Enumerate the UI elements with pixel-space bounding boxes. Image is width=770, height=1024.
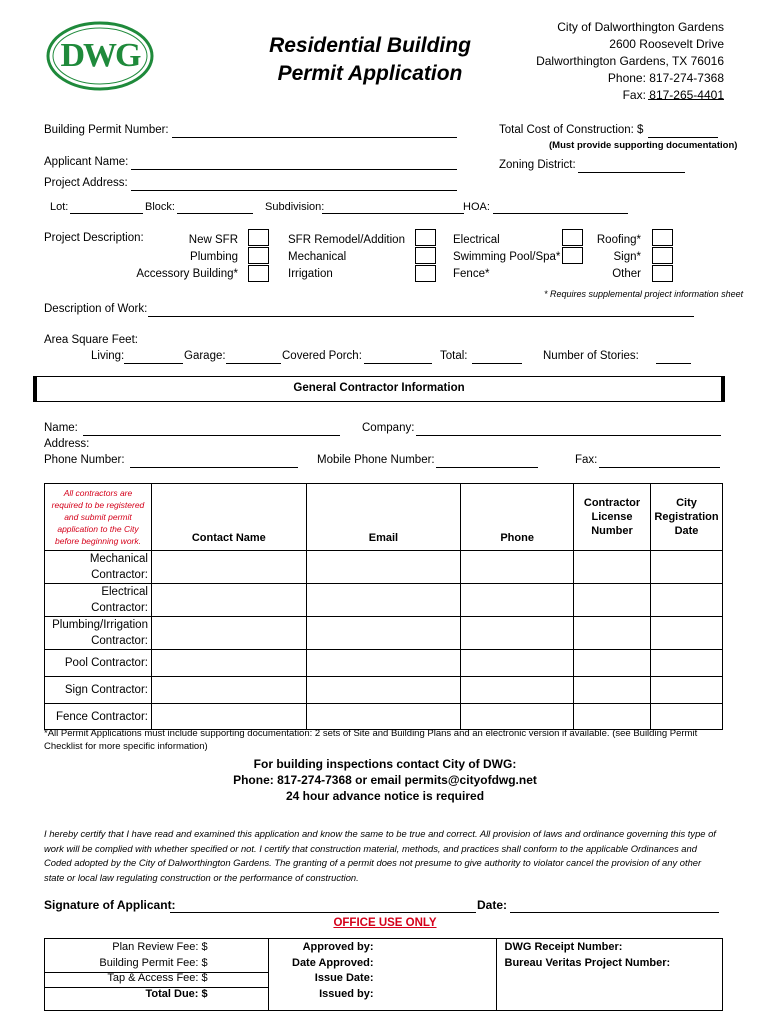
garage-field[interactable] bbox=[226, 350, 281, 364]
inspections-line-2: Phone: 817-274-7368 or email permits@cityofdwg.net bbox=[233, 773, 537, 787]
city-fax: Fax: 817-265-4401 bbox=[622, 88, 724, 102]
title-line-1: Residential Building bbox=[269, 34, 471, 57]
electrical-license-cell[interactable] bbox=[574, 584, 651, 617]
zoning-district-label: Zoning District: bbox=[499, 159, 576, 171]
city-fax-underline bbox=[648, 99, 724, 100]
date-field[interactable] bbox=[510, 898, 719, 913]
description-of-work-field[interactable] bbox=[148, 303, 694, 317]
total-cost-field[interactable] bbox=[648, 124, 718, 138]
checkbox-mechanical[interactable] bbox=[415, 247, 436, 264]
hoa-label: HOA: bbox=[463, 201, 490, 213]
gc-mobile-label: Mobile Phone Number: bbox=[317, 454, 435, 466]
header-city-registration-date: City Registration Date bbox=[650, 484, 722, 551]
option-accessory-building: Accessory Building* bbox=[136, 268, 238, 280]
applicant-name-label: Applicant Name: bbox=[44, 156, 129, 168]
inspections-line-3: 24 hour advance notice is required bbox=[285, 789, 485, 803]
garage-label: Garage: bbox=[184, 350, 226, 362]
gc-name-label: Name: bbox=[44, 422, 78, 434]
gc-company-field[interactable] bbox=[416, 422, 721, 436]
checkbox-other[interactable] bbox=[652, 265, 673, 282]
project-col-2 bbox=[288, 232, 405, 283]
row-label-fence: Fence Contractor: bbox=[45, 704, 152, 730]
header-contractor-license-number: Contractor License Number bbox=[574, 484, 651, 551]
city-address: Dalworthington Gardens, TX 76016 bbox=[536, 54, 724, 68]
option-irrigation: Irrigation bbox=[288, 268, 333, 280]
fence-contact-cell[interactable] bbox=[151, 704, 306, 730]
plumbing-contact-cell[interactable] bbox=[151, 617, 306, 650]
project-address-field[interactable] bbox=[131, 177, 457, 191]
gc-mobile-field[interactable] bbox=[436, 454, 538, 468]
city-info bbox=[480, 19, 724, 104]
plan-review-fee: Plan Review Fee: $ bbox=[112, 941, 208, 953]
table-row bbox=[45, 677, 723, 704]
zoning-district-field[interactable] bbox=[578, 159, 685, 173]
electrical-contact-cell[interactable] bbox=[151, 584, 306, 617]
row-label-pool: Pool Contractor: bbox=[45, 650, 152, 677]
approved-by: Approved by: bbox=[302, 941, 374, 953]
stories-label: Number of Stories: bbox=[543, 350, 639, 362]
date-label: Date: bbox=[477, 898, 508, 912]
checkbox-sign[interactable] bbox=[652, 247, 673, 264]
gc-company-label: Company: bbox=[362, 422, 415, 434]
building-permit-number-label: Building Permit Number: bbox=[44, 124, 169, 136]
checkbox-new-sfr[interactable] bbox=[248, 229, 269, 246]
building-permit-number-field[interactable] bbox=[172, 124, 457, 138]
row-label-electrical: Electrical Contractor: bbox=[45, 584, 152, 617]
logo-text: DWG bbox=[60, 37, 140, 74]
pool-phone-cell[interactable] bbox=[461, 650, 574, 677]
checkbox-plumbing[interactable] bbox=[248, 247, 269, 264]
electrical-phone-cell[interactable] bbox=[461, 584, 574, 617]
inspections-line-1: For building inspections contact City of DWG: bbox=[253, 757, 517, 771]
contractors-registration-note: All contractors are required to be registered and submit permit application to the City before beginning work. bbox=[45, 484, 152, 551]
pool-email-cell[interactable] bbox=[306, 650, 461, 677]
fees-divider bbox=[44, 987, 268, 988]
fence-phone-cell[interactable] bbox=[461, 704, 574, 730]
gc-phone-label: Phone Number: bbox=[44, 454, 125, 466]
lot-field[interactable] bbox=[70, 201, 143, 214]
fence-license-cell[interactable] bbox=[574, 704, 651, 730]
total-field[interactable] bbox=[472, 350, 522, 364]
office-use-table bbox=[44, 938, 723, 1011]
block-label: Block: bbox=[145, 201, 175, 213]
dwg-receipt-number: DWG Receipt Number: bbox=[504, 941, 623, 953]
option-electrical: Electrical bbox=[453, 234, 500, 246]
gc-section-header bbox=[33, 376, 725, 402]
checkbox-accessory-building[interactable] bbox=[248, 265, 269, 282]
checkbox-irrigation[interactable] bbox=[415, 265, 436, 282]
total-label: Total: bbox=[440, 350, 468, 362]
option-fence: Fence* bbox=[453, 268, 490, 280]
sign-email-cell[interactable] bbox=[306, 677, 461, 704]
electrical-email-cell[interactable] bbox=[306, 584, 461, 617]
issued-by: Issued by: bbox=[319, 987, 374, 1000]
fence-registration-cell[interactable] bbox=[650, 704, 722, 730]
option-other: Other bbox=[612, 268, 641, 280]
mechanical-contact-cell[interactable] bbox=[151, 551, 306, 584]
project-address-label: Project Address: bbox=[44, 177, 128, 189]
permit-footnote: *All Permit Applications must include supporting documentation: 2 sets of Site and Building Plans and an electronic version if available. (see Building Permit Checklist for more specific information) bbox=[44, 728, 698, 752]
sign-license-cell[interactable] bbox=[574, 677, 651, 704]
option-new-sfr: New SFR bbox=[188, 234, 238, 246]
block-field[interactable] bbox=[177, 201, 253, 214]
lot-label: Lot: bbox=[50, 201, 69, 213]
project-col-3 bbox=[453, 232, 560, 283]
option-mechanical: Mechanical bbox=[288, 251, 347, 263]
gc-fax-field[interactable] bbox=[599, 454, 720, 468]
electrical-registration-cell[interactable] bbox=[650, 584, 722, 617]
contractors-table bbox=[44, 483, 723, 730]
total-due: Total Due: $ bbox=[145, 987, 208, 1000]
gc-phone-field[interactable] bbox=[130, 454, 298, 468]
signature-field[interactable] bbox=[170, 898, 476, 913]
office-use-title: OFFICE USE ONLY bbox=[333, 917, 437, 929]
certification-statement: I hereby certify that I have read and examined this application and know the same to be true and correct. All provision of laws and ordinance governing this type of work will be complied with whether specified or not. I certify that construction material, methods, and practices shall conform to the applicable Ordinances and Coded adopted by the City of Dalworthington Gardens. The granting of a permit does not presume to give authority to violator cancel the provision of any other state or local law regulating construction or the performance of construction. bbox=[44, 828, 716, 883]
option-sfr-remodel: SFR Remodel/Addition bbox=[288, 234, 405, 246]
option-swimming-pool: Swimming Pool/Spa* bbox=[453, 251, 561, 263]
fees-cell bbox=[45, 939, 269, 1011]
approvals-cell bbox=[268, 939, 496, 1011]
table-row bbox=[45, 704, 723, 730]
building-permit-fee: Building Permit Fee: $ bbox=[99, 956, 208, 969]
checkbox-roofing[interactable] bbox=[652, 229, 673, 246]
supplemental-info-note: * Requires supplemental project information sheet bbox=[544, 289, 744, 299]
option-sign: Sign* bbox=[613, 251, 641, 263]
subdivision-field[interactable] bbox=[322, 201, 464, 214]
inspections-info bbox=[44, 756, 726, 804]
table-row bbox=[45, 584, 723, 617]
plumbing-phone-cell[interactable] bbox=[461, 617, 574, 650]
table-row bbox=[45, 551, 723, 584]
project-description-label: Project Description: bbox=[44, 232, 144, 244]
mechanical-registration-cell[interactable] bbox=[650, 551, 722, 584]
tap-access-fee: Tap & Access Fee: $ bbox=[107, 972, 208, 984]
subdivision-label: Subdivision: bbox=[265, 201, 325, 213]
project-col-4 bbox=[580, 232, 641, 283]
plumbing-license-cell[interactable] bbox=[574, 617, 651, 650]
plumbing-email-cell[interactable] bbox=[306, 617, 461, 650]
sign-contact-cell[interactable] bbox=[151, 677, 306, 704]
plumbing-registration-cell[interactable] bbox=[650, 617, 722, 650]
gc-address-label: Address: bbox=[44, 438, 90, 450]
signature-label: Signature of Applicant: bbox=[44, 898, 176, 912]
header-email: Email bbox=[306, 484, 461, 551]
title-line-2: Permit Application bbox=[277, 62, 463, 85]
receipt-cell bbox=[496, 939, 723, 1011]
row-label-mechanical: Mechanical Contractor: bbox=[45, 551, 152, 584]
table-row bbox=[45, 650, 723, 677]
header-contact-name: Contact Name bbox=[151, 484, 306, 551]
gc-fax-label: Fax: bbox=[575, 454, 598, 466]
sign-phone-cell[interactable] bbox=[461, 677, 574, 704]
mechanical-license-cell[interactable] bbox=[574, 551, 651, 584]
fence-email-cell[interactable] bbox=[306, 704, 461, 730]
page-title bbox=[250, 32, 490, 88]
area-square-feet-label: Area Square Feet: bbox=[44, 334, 138, 346]
living-field[interactable] bbox=[124, 350, 183, 364]
pool-registration-cell[interactable] bbox=[650, 650, 722, 677]
covered-porch-label: Covered Porch: bbox=[282, 350, 362, 362]
fees-divider bbox=[44, 972, 268, 973]
bureau-veritas-number: Bureau Veritas Project Number: bbox=[504, 956, 671, 969]
option-plumbing: Plumbing bbox=[190, 251, 238, 263]
issue-date: Issue Date: bbox=[314, 972, 374, 984]
header-phone: Phone bbox=[461, 484, 574, 551]
table-row bbox=[45, 617, 723, 650]
row-label-plumbing: Plumbing/Irrigation Contractor: bbox=[45, 617, 152, 650]
covered-porch-field[interactable] bbox=[364, 350, 432, 364]
city-logo bbox=[45, 20, 155, 92]
city-street: 2600 Roosevelt Drive bbox=[609, 37, 724, 51]
mechanical-phone-cell[interactable] bbox=[461, 551, 574, 584]
date-approved: Date Approved: bbox=[292, 956, 374, 969]
pool-license-cell[interactable] bbox=[574, 650, 651, 677]
project-col-1 bbox=[120, 232, 238, 283]
stories-field[interactable] bbox=[656, 350, 691, 364]
total-cost-label: Total Cost of Construction: $ bbox=[499, 124, 644, 136]
row-label-sign: Sign Contractor: bbox=[45, 677, 152, 704]
contractors-header-row bbox=[45, 484, 723, 551]
living-label: Living: bbox=[91, 350, 125, 362]
gc-name-field[interactable] bbox=[83, 422, 340, 436]
checkbox-sfr-remodel[interactable] bbox=[415, 229, 436, 246]
city-phone: Phone: 817-274-7368 bbox=[607, 71, 724, 85]
hoa-field[interactable] bbox=[493, 201, 628, 214]
applicant-name-field[interactable] bbox=[131, 156, 457, 170]
description-of-work-label: Description of Work: bbox=[44, 303, 148, 315]
supporting-documentation-note: (Must provide supporting documentation) bbox=[549, 140, 738, 151]
pool-contact-cell[interactable] bbox=[151, 650, 306, 677]
option-roofing: Roofing* bbox=[596, 234, 641, 246]
sign-registration-cell[interactable] bbox=[650, 677, 722, 704]
gc-section-title: General Contractor Information bbox=[293, 382, 465, 394]
city-name: City of Dalworthington Gardens bbox=[557, 20, 724, 34]
mechanical-email-cell[interactable] bbox=[306, 551, 461, 584]
